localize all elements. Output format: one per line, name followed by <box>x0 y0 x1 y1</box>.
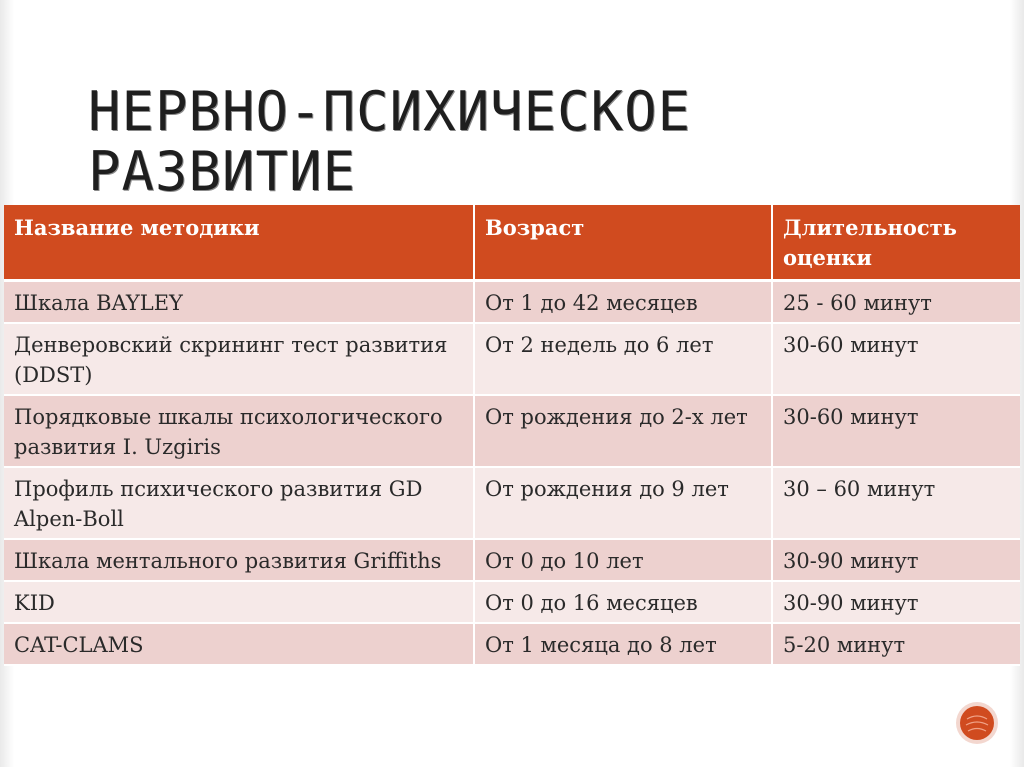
cell-duration: 30-90 минут <box>772 539 1020 581</box>
column-header-age: Возраст <box>474 205 772 281</box>
slide-title-line-1: НЕРВНО-ПСИХИЧЕСКОЕ <box>88 80 692 143</box>
logo-badge-icon <box>955 701 999 745</box>
cell-age: От 1 месяца до 8 лет <box>474 623 772 665</box>
cell-method: Профиль психического развития GD Alpen-Boll <box>4 467 474 539</box>
table-header-row <box>4 205 1020 281</box>
cell-duration: 5-20 минут <box>772 623 1020 665</box>
table-row <box>4 323 1020 395</box>
column-header-duration: Длительность оценки <box>772 205 1020 281</box>
cell-duration: 30-60 минут <box>772 395 1020 467</box>
methods-table <box>4 205 1020 666</box>
cell-duration: 30 – 60 минут <box>772 467 1020 539</box>
cell-method: KID <box>4 581 474 623</box>
table-row <box>4 581 1020 623</box>
cell-method: CAT-CLAMS <box>4 623 474 665</box>
logo-badge-core <box>960 706 994 740</box>
cell-duration: 25 - 60 минут <box>772 281 1020 324</box>
cell-age: От 0 до 16 месяцев <box>474 581 772 623</box>
cell-method: Денверовский скрининг тест развития (DDST) <box>4 323 474 395</box>
cell-duration: 30-60 минут <box>772 323 1020 395</box>
cell-method: Шкала BAYLEY <box>4 281 474 324</box>
cell-age: От 0 до 10 лет <box>474 539 772 581</box>
table-row <box>4 467 1020 539</box>
column-header-method: Название методики <box>4 205 474 281</box>
slide-title <box>88 82 948 202</box>
cell-age: От рождения до 2-х лет <box>474 395 772 467</box>
cell-age: От 2 недель до 6 лет <box>474 323 772 395</box>
cell-method: Порядковые шкалы психологического развития I. Uzgiris <box>4 395 474 467</box>
cell-method: Шкала ментального развития Griffiths <box>4 539 474 581</box>
table-row <box>4 539 1020 581</box>
table-row <box>4 281 1020 324</box>
table-row <box>4 395 1020 467</box>
cell-duration: 30-90 минут <box>772 581 1020 623</box>
cell-age: От рождения до 9 лет <box>474 467 772 539</box>
slide-title-line-2: РАЗВИТИЕ <box>88 140 357 203</box>
cell-age: От 1 до 42 месяцев <box>474 281 772 324</box>
table-row <box>4 623 1020 665</box>
